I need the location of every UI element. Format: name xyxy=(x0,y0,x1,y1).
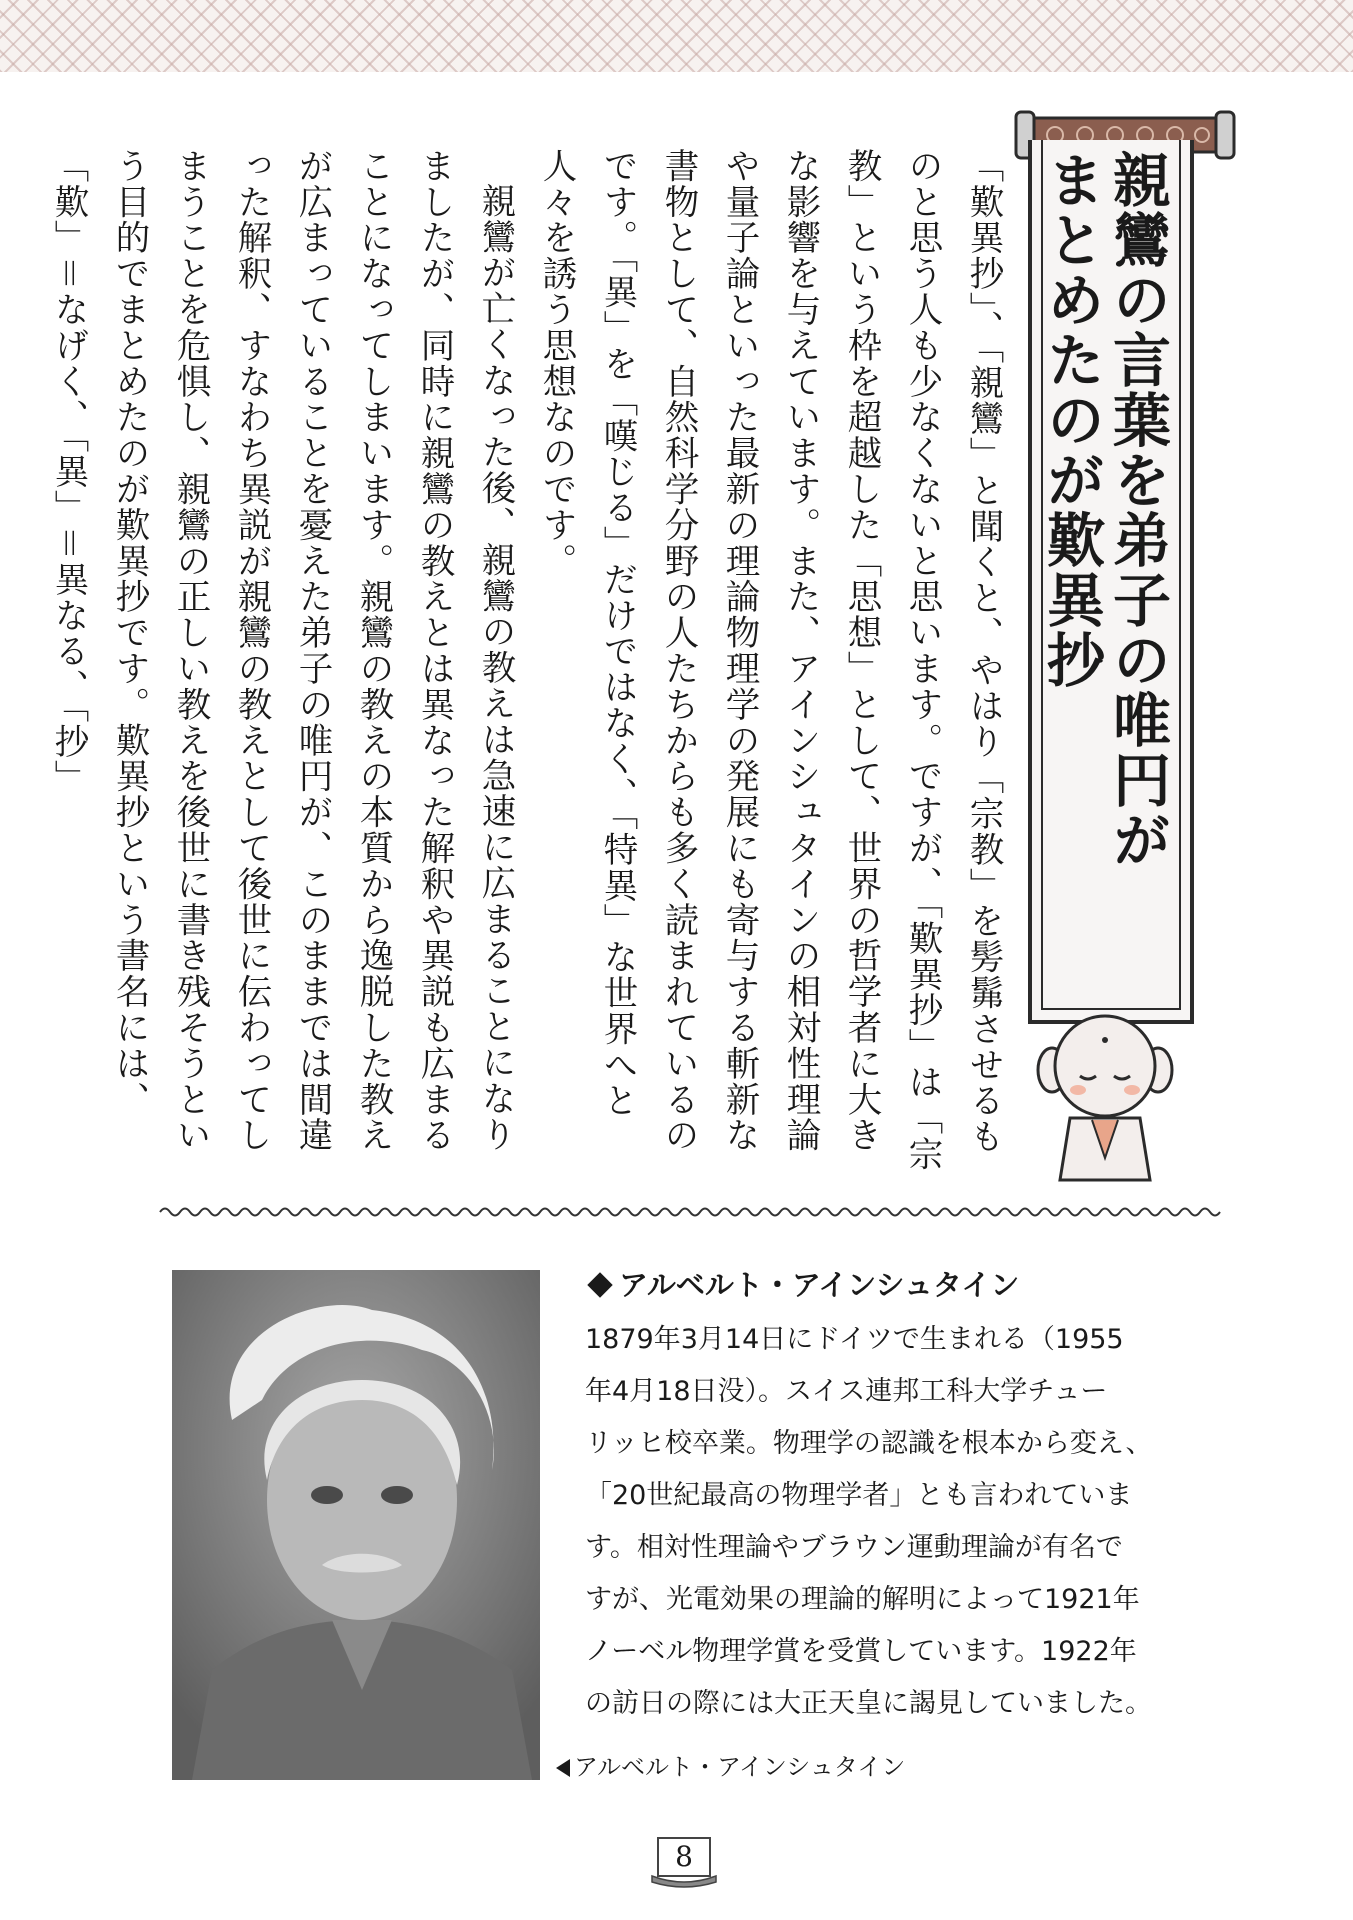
bio-line: 年4月18日没）。スイス連邦工科大学チュー xyxy=(585,1376,1108,1407)
diamond-bullet-icon xyxy=(587,1272,612,1297)
photo-caption-text: アルベルト・アインシュタイン xyxy=(574,1753,906,1781)
bio-line: の訪日の際には大正天皇に謁見していました。 xyxy=(585,1688,1152,1719)
portrait-placeholder-graphic xyxy=(172,1270,540,1780)
title-line-2: まとめたのが歎異抄 xyxy=(1037,150,1105,690)
bio-line: リッヒ校卒業。物理学の認識を根本から変え、 xyxy=(585,1428,1153,1459)
page-number: 8 xyxy=(675,1840,693,1873)
body-paragraph-2: 親鸞が亡くなった後、親鸞の教えは急速に広まることになりましたが、同時に親鸞の教えとは異なった解釈や異説も広まることになってしまいます。親鸞の教えの本質から逸脱した教えが広まっていることを憂えた弟子の唯円が、このままでは間違った解釈、すなわち異説が親鸞の教えとして後世に伝わってしまうことを危惧し、親鸞の正しい教えを後世に書き残そうという目的でまとめたのが歎異抄です。歎異抄という書名には、「歎」＝なげく、「異」＝異なる、「抄」 xyxy=(48,148,515,1154)
header-pattern-band xyxy=(0,0,1353,72)
title-line-1: 親鸞の言葉を弟子の唯円が xyxy=(1103,150,1171,870)
einstein-portrait-photo xyxy=(172,1270,540,1780)
bio-line: す。相対性理論やブラウン運動理論が有名で xyxy=(585,1532,1123,1563)
bio-line: すが、光電効果の理論的解明によって1921年 xyxy=(585,1584,1140,1615)
body-paragraph-1: 「歎異抄」、「親鸞」と聞くと、やはり「宗教」を髣髴させるものと思う人も少なくないと思います。ですが、「歎異抄」は「宗教」という枠を超越した「思想」として、世界の哲学者に大きな影響を与えています。また、アインシュタインの相対性理論や量子論といった最新の理論物理学の発展にも寄与する斬新な書物として、自然科学分野の人たちからも多く読まれているのです。「異」を「嘆じる」だけではなく、「特異」な世界へと人々を誘う思想なのです。 xyxy=(536,148,1003,1172)
bio-heading-text: アルベルト・アインシュタイン xyxy=(619,1268,1020,1302)
photo-caption xyxy=(556,1747,905,1782)
bio-line: ノーベル物理学賞を受賞しています。1922年 xyxy=(585,1636,1137,1667)
monk-character-illustration xyxy=(1030,1008,1180,1188)
bio-line: 「20世紀最高の物理学者」とも言われていま xyxy=(585,1480,1133,1511)
bio-line: 1879年3月14日にドイツで生まれる（1955 xyxy=(585,1324,1124,1355)
wavy-divider xyxy=(160,1204,1210,1220)
bio-heading xyxy=(585,1262,1205,1308)
page-title xyxy=(1038,150,1170,950)
page-number-badge xyxy=(650,1836,718,1886)
body-text xyxy=(48,148,1013,1178)
bio-box xyxy=(585,1262,1205,1730)
triangle-pointer-icon xyxy=(556,1759,570,1777)
